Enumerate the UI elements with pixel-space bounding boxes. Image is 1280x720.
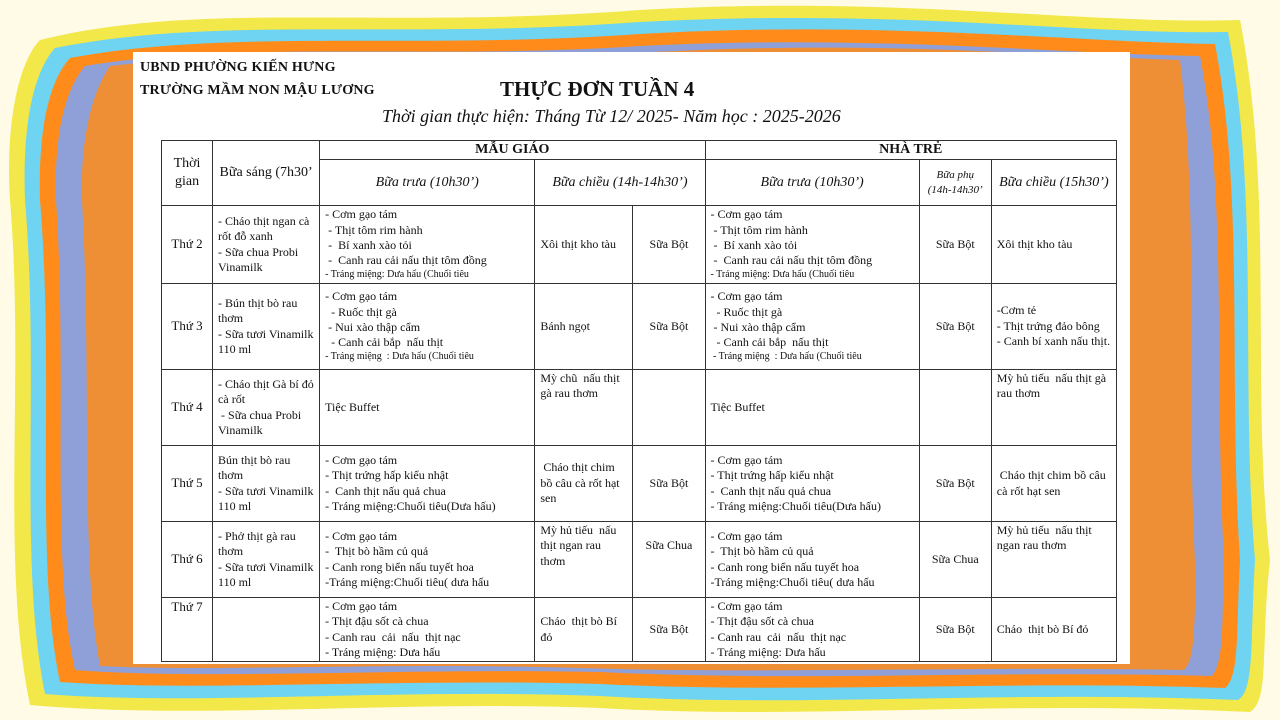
mg-lunch-cell [320, 206, 535, 284]
nt-snack-cell [919, 370, 991, 446]
mg-afternoon-milk: Sữa Bột [633, 598, 705, 662]
nt-snack-cell: Sữa Bột [919, 446, 991, 522]
mg-lunch-cell [320, 522, 535, 598]
table-row [162, 446, 1117, 522]
mg-afternoon-dish: Mỳ hủ tiếu nấu thịt ngan rau thơm [535, 522, 633, 598]
col-header-breakfast: Bữa sáng (7h30’ [213, 141, 320, 206]
day-cell: Thứ 4 [162, 370, 213, 446]
mg-afternoon-dish: Mỳ chũ nấu thịt gà rau thơm [535, 370, 633, 446]
nt-lunch-text: - Cơm gạo tám - Thịt bò hầm củ quả - Canh rong biển nấu tuyết hoa -Tráng miệng:Chuối tiêu( dưa hấu [710, 528, 875, 589]
table-row [162, 522, 1117, 598]
mg-lunch-text: Tiệc Buffet [325, 399, 380, 414]
nt-lunch-text: - Cơm gạo tám - Thịt trứng hấp kiểu nhật - Canh thịt nấu quả chua - Tráng miệng:Chuối tiêu(Dưa hấu) [710, 452, 881, 513]
breakfast-cell [213, 598, 320, 662]
day-cell: Thứ 3 [162, 284, 213, 370]
mg-afternoon-milk: Sữa Bột [633, 284, 705, 370]
nt-lunch-cell [705, 446, 919, 522]
mg-afternoon-milk: Sữa Bột [633, 206, 705, 284]
nt-snack-cell: Sữa Chua [919, 522, 991, 598]
mg-afternoon-milk: Sữa Bột [633, 446, 705, 522]
mg-lunch-text: - Cơm gạo tám - Thịt bò hầm củ quả - Canh rong biển nấu tuyết hoa -Tráng miệng:Chuối tiêu( dưa hấu [325, 528, 490, 589]
mg-lunch-cell [320, 446, 535, 522]
col-header-time: Thời gian [162, 141, 213, 206]
mg-afternoon-dish: Xôi thịt kho tàu [535, 206, 633, 284]
breakfast-cell: - Cháo thịt ngan cà rốt đỗ xanh - Sữa chua Probi Vinamilk [213, 206, 320, 284]
breakfast-cell: - Phở thịt gà rau thơm - Sữa tươi Vinamilk 110 ml [213, 522, 320, 598]
day-cell: Thứ 2 [162, 206, 213, 284]
nt-afternoon-cell: Mỳ hủ tiếu nấu thịt gà rau thơm [991, 370, 1116, 446]
mg-lunch-text: - Cơm gạo tám - Thịt trứng hấp kiểu nhật - Canh thịt nấu quả chua - Tráng miệng:Chuối tiêu(Dưa hấu) [325, 452, 496, 513]
nt-snack-cell: Sữa Bột [919, 284, 991, 370]
table-row [162, 206, 1117, 284]
day-cell: Thứ 7 [162, 598, 213, 662]
nt-lunch-dessert: - Tráng miệng: Dưa hấu (Chuối tiêu [710, 268, 855, 280]
nt-afternoon-cell: Xôi thịt kho tàu [991, 206, 1116, 284]
weekly-menu-table [161, 140, 1117, 662]
nt-afternoon-cell: Cháo thịt bò Bí đỏ [991, 598, 1116, 662]
mg-afternoon-milk: Sữa Chua [633, 522, 705, 598]
nt-lunch-cell [705, 284, 919, 370]
mg-afternoon-milk [633, 370, 705, 446]
nt-lunch-cell [705, 598, 919, 662]
nt-snack-cell: Sữa Bột [919, 206, 991, 284]
page-title: THỰC ĐƠN TUẦN 4 [500, 77, 695, 101]
nt-lunch-text: - Cơm gạo tám - Thịt đậu sốt cà chua - Canh rau cải nấu thịt nạc - Tráng miệng: Dưa hấu [710, 599, 847, 660]
table-row [162, 284, 1117, 370]
table-row [162, 598, 1117, 662]
nt-lunch-text: - Cơm gạo tám - Ruốc thịt gà - Nui xào thập cẩm - Canh cải bắp nấu thịt [710, 289, 829, 350]
col-header-mg-lunch: Bữa trưa (10h30’) [320, 160, 535, 206]
nt-lunch-cell [705, 206, 919, 284]
nt-lunch-cell [705, 370, 919, 446]
nt-lunch-dessert: - Tráng miệng : Dưa hấu (Chuối tiêu [710, 350, 862, 362]
mg-lunch-text: - Cơm gạo tám - Thịt đậu sốt cà chua - Canh rau cải nấu thịt nạc - Tráng miệng: Dưa hấu [325, 599, 461, 660]
nt-afternoon-cell: Mỳ hủ tiếu nấu thịt ngan rau thơm [991, 522, 1116, 598]
mg-lunch-text: - Cơm gạo tám - Ruốc thịt gà - Nui xào thập cẩm - Canh cải bắp nấu thịt [325, 289, 444, 350]
col-header-nt-snack: Bữa phụ (14h-14h30’ [919, 160, 991, 206]
breakfast-cell: Bún thịt bò rau thơm - Sữa tươi Vinamilk 110 ml [213, 446, 320, 522]
col-header-nt-lunch: Bữa trưa (10h30’) [705, 160, 919, 206]
mg-lunch-dessert: - Tráng miệng : Dưa hấu (Chuối tiêu [325, 350, 474, 362]
table-row [162, 370, 1117, 446]
page-subtitle: Thời gian thực hiện: Tháng Từ 12/ 2025- Năm học : 2025-2026 [382, 106, 841, 126]
org-name-line1: UBND PHƯỜNG KIẾN HƯNG [140, 60, 336, 75]
mg-lunch-cell [320, 284, 535, 370]
nt-snack-cell: Sữa Bột [919, 598, 991, 662]
nt-lunch-text: Tiệc Buffet [710, 399, 765, 414]
day-cell: Thứ 6 [162, 522, 213, 598]
mg-afternoon-dish: Cháo thịt bò Bí đỏ [535, 598, 633, 662]
breakfast-cell: - Bún thịt bò rau thơm - Sữa tươi Vinamilk 110 ml [213, 284, 320, 370]
mg-lunch-cell [320, 370, 535, 446]
group-header-nha-tre: NHÀ TRẺ [705, 141, 1117, 160]
nt-lunch-cell [705, 522, 919, 598]
nt-lunch-text: - Cơm gạo tám - Thịt tôm rim hành - Bí xanh xào tỏi - Canh rau cải nấu thịt tôm đồng [710, 207, 873, 268]
col-header-nt-afternoon: Bữa chiều (15h30’) [991, 160, 1116, 206]
mg-lunch-text: - Cơm gạo tám - Thịt tôm rim hành - Bí xanh xào tỏi - Canh rau cải nấu thịt tôm đồng [325, 207, 487, 268]
nt-afternoon-cell: Cháo thịt chim bồ câu cà rốt hạt sen [991, 446, 1116, 522]
nt-afternoon-cell: -Cơm tẻ - Thịt trứng đảo bông - Canh bí xanh nấu thịt. [991, 284, 1116, 370]
mg-afternoon-dish: Cháo thịt chim bồ câu cà rốt hạt sen [535, 446, 633, 522]
table-header-row-1 [162, 141, 1117, 160]
mg-lunch-dessert: - Tráng miệng: Dưa hấu (Chuối tiêu [325, 268, 469, 280]
col-header-mg-afternoon: Bữa chiều (14h-14h30’) [535, 160, 705, 206]
mg-lunch-cell [320, 598, 535, 662]
group-header-mau-giao: MẪU GIÁO [320, 141, 705, 160]
day-cell: Thứ 5 [162, 446, 213, 522]
mg-afternoon-dish: Bánh ngọt [535, 284, 633, 370]
org-name-line2: TRƯỜNG MẦM NON MẬU LƯƠNG [140, 83, 375, 98]
breakfast-cell: - Cháo thịt Gà bí đỏ cà rốt - Sữa chua Probi Vinamilk [213, 370, 320, 446]
